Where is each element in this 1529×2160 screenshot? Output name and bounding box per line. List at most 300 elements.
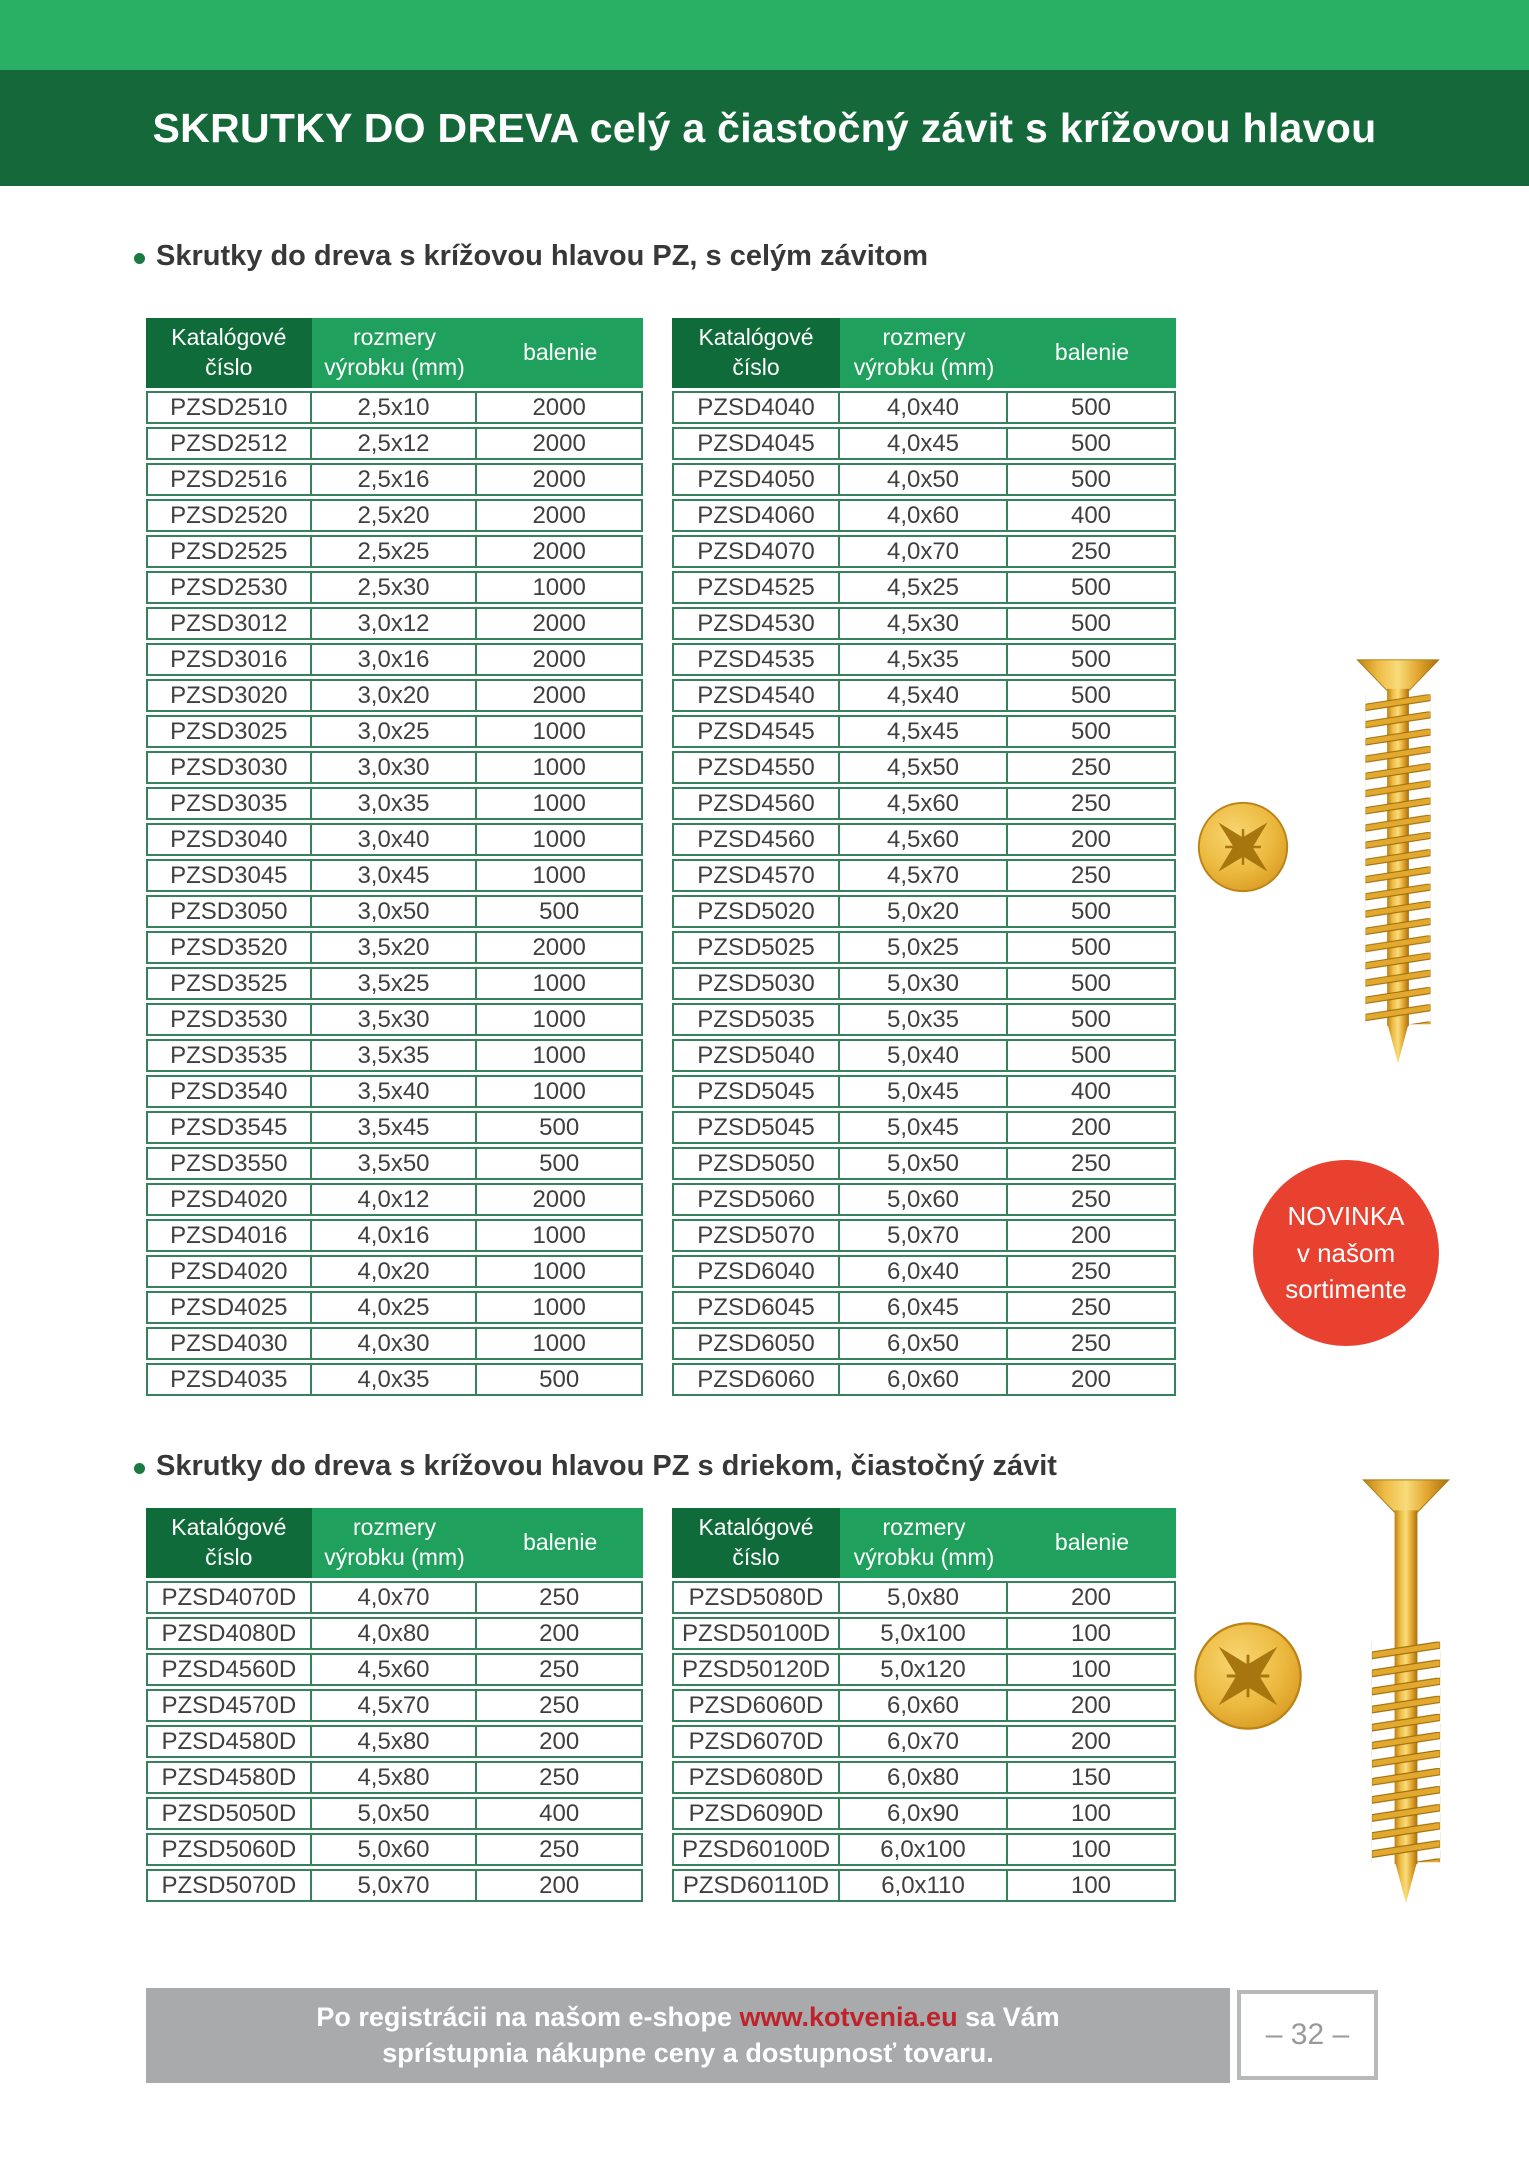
column-header: Katalógové číslo: [672, 318, 840, 388]
table-cell: PZSD4020: [146, 1183, 312, 1216]
table-row: [672, 751, 1176, 784]
table-row: [672, 1255, 1176, 1288]
table-row: [146, 1111, 643, 1144]
table-cell: 200: [477, 1725, 643, 1758]
table-cell: 2000: [477, 679, 643, 712]
table-cell: 100: [1008, 1869, 1176, 1902]
table-cell: PZSD4550: [672, 751, 840, 784]
column-header: rozmery výrobku (mm): [312, 1508, 478, 1578]
table-cell: 1000: [477, 1039, 643, 1072]
badge-line: v našom: [1296, 1237, 1396, 1268]
table-cell: PZSD5070D: [146, 1869, 312, 1902]
novinka-badge: [1253, 1160, 1439, 1346]
table-cell: 400: [1008, 499, 1176, 532]
table-cell: 400: [477, 1797, 643, 1830]
table-cell: 6,0x50: [840, 1327, 1008, 1360]
table-cell: PZSD2520: [146, 499, 312, 532]
table-cell: 250: [1008, 1183, 1176, 1216]
table-cell: 1000: [477, 715, 643, 748]
table-cell: PZSD4060: [672, 499, 840, 532]
table-row: [146, 1761, 643, 1794]
table-cell: 4,0x12: [312, 1183, 478, 1216]
table-row: [146, 1147, 643, 1180]
table-row: [146, 751, 643, 784]
table-cell: 5,0x35: [840, 1003, 1008, 1036]
table-cell: PZSD4560: [672, 787, 840, 820]
table-cell: PZSD3040: [146, 823, 312, 856]
table-cell: PZSD5050D: [146, 1797, 312, 1830]
table-cell: 250: [1008, 1255, 1176, 1288]
table-cell: 4,5x45: [840, 715, 1008, 748]
table-cell: PZSD4580D: [146, 1761, 312, 1794]
table-cell: 6,0x60: [840, 1363, 1008, 1396]
table-cell: 500: [1008, 1039, 1176, 1072]
table-cell: 2,5x30: [312, 571, 478, 604]
table-row: [146, 1363, 643, 1396]
table-row: [672, 787, 1176, 820]
bullet-icon: [134, 253, 145, 264]
table-row: [146, 1833, 643, 1866]
table-row: [672, 1617, 1176, 1650]
table-cell: 4,5x70: [840, 859, 1008, 892]
badge-line: sortimente: [1285, 1274, 1407, 1305]
table-cell: 3,5x35: [312, 1039, 478, 1072]
table-cell: 200: [477, 1617, 643, 1650]
table-row: [672, 715, 1176, 748]
table-cell: 5,0x40: [840, 1039, 1008, 1072]
table-cell: 3,5x40: [312, 1075, 478, 1108]
table-cell: 2,5x16: [312, 463, 478, 496]
wood-screw-partial-thread-image: [1358, 1478, 1454, 1906]
table-cell: 200: [1008, 1581, 1176, 1614]
table-cell: 100: [1008, 1833, 1176, 1866]
table-cell: PZSD4560D: [146, 1653, 312, 1686]
table-cell: PZSD4025: [146, 1291, 312, 1324]
table-cell: PZSD4570: [672, 859, 840, 892]
table-cell: PZSD4050: [672, 463, 840, 496]
table-cell: 6,0x80: [840, 1761, 1008, 1794]
table-cell: PZSD60100D: [672, 1833, 840, 1866]
table-cell: PZSD4040: [672, 391, 840, 424]
table-cell: PZSD4530: [672, 607, 840, 640]
full-thread-table-right: [672, 315, 1176, 1399]
table-cell: PZSD6060D: [672, 1689, 840, 1722]
table-row: [672, 1689, 1176, 1722]
table-row: [672, 535, 1176, 568]
table-row: [672, 967, 1176, 1000]
table-cell: 3,5x30: [312, 1003, 478, 1036]
table-cell: PZSD60110D: [672, 1869, 840, 1902]
table-row: [672, 1581, 1176, 1614]
table-cell: PZSD3025: [146, 715, 312, 748]
column-header: balenie: [477, 318, 643, 388]
table-cell: 500: [1008, 679, 1176, 712]
table-cell: 500: [1008, 391, 1176, 424]
table-cell: 1000: [477, 1255, 643, 1288]
table-cell: 150: [1008, 1761, 1176, 1794]
table-row: [672, 895, 1176, 928]
table-cell: 2,5x12: [312, 427, 478, 460]
table-row: [146, 643, 643, 676]
table-cell: 500: [1008, 715, 1176, 748]
table-cell: 500: [1008, 931, 1176, 964]
table-cell: 4,5x70: [312, 1689, 478, 1722]
bullet-icon: [134, 1463, 145, 1474]
table-cell: PZSD3520: [146, 931, 312, 964]
table-cell: 500: [477, 895, 643, 928]
table-row: [672, 1869, 1176, 1902]
table-row: [146, 1617, 643, 1650]
table-cell: 2000: [477, 391, 643, 424]
table-cell: PZSD5020: [672, 895, 840, 928]
table-cell: 6,0x60: [840, 1689, 1008, 1722]
table-cell: 500: [1008, 643, 1176, 676]
table-cell: 2000: [477, 499, 643, 532]
column-header: balenie: [477, 1508, 643, 1578]
table-cell: 1000: [477, 787, 643, 820]
table-cell: 4,5x80: [312, 1725, 478, 1758]
table-row: [672, 1039, 1176, 1072]
table-cell: 4,0x40: [840, 391, 1008, 424]
table-row: [672, 1725, 1176, 1758]
table-row: [146, 1797, 643, 1830]
table-cell: PZSD4045: [672, 427, 840, 460]
table-cell: PZSD2525: [146, 535, 312, 568]
table-cell: PZSD2530: [146, 571, 312, 604]
table-cell: PZSD4080D: [146, 1617, 312, 1650]
table-cell: PZSD6070D: [672, 1725, 840, 1758]
table-cell: 4,0x80: [312, 1617, 478, 1650]
table-cell: 5,0x45: [840, 1111, 1008, 1144]
table-cell: 2000: [477, 931, 643, 964]
table-row: [672, 643, 1176, 676]
table-cell: PZSD3550: [146, 1147, 312, 1180]
table-cell: 2,5x25: [312, 535, 478, 568]
table-cell: 250: [477, 1689, 643, 1722]
table-row: [146, 679, 643, 712]
table-cell: 500: [1008, 463, 1176, 496]
table-row: [146, 427, 643, 460]
footer-line-2: sprístupnia nákupne ceny a dostupnosť tovaru.: [382, 2037, 994, 2068]
table-row: [146, 859, 643, 892]
table-row: [146, 463, 643, 496]
table-cell: PZSD4016: [146, 1219, 312, 1252]
table-cell: PZSD5035: [672, 1003, 840, 1036]
table-row: [672, 1761, 1176, 1794]
table-cell: PZSD5030: [672, 967, 840, 1000]
table-cell: 200: [1008, 1689, 1176, 1722]
eshop-link[interactable]: www.kotvenia.eu: [739, 2001, 958, 2032]
table-cell: 4,5x25: [840, 571, 1008, 604]
table-cell: 250: [1008, 1147, 1176, 1180]
table-cell: PZSD5060: [672, 1183, 840, 1216]
table-cell: 3,0x25: [312, 715, 478, 748]
table-cell: 4,0x70: [312, 1581, 478, 1614]
table-cell: 4,0x45: [840, 427, 1008, 460]
table-cell: 6,0x70: [840, 1725, 1008, 1758]
table-cell: 250: [1008, 1291, 1176, 1324]
section-title-label: Skrutky do dreva s krížovou hlavou PZ, s celým závitom: [156, 240, 928, 272]
table-row: [672, 571, 1176, 604]
table-cell: PZSD2510: [146, 391, 312, 424]
table-cell: PZSD4560: [672, 823, 840, 856]
table-cell: 200: [1008, 1363, 1176, 1396]
table-cell: PZSD4525: [672, 571, 840, 604]
table-row: [146, 931, 643, 964]
table-cell: PZSD6090D: [672, 1797, 840, 1830]
table-cell: 1000: [477, 1291, 643, 1324]
table-cell: 4,0x70: [840, 535, 1008, 568]
table-cell: 400: [1008, 1075, 1176, 1108]
table-header-row: [672, 1508, 1176, 1578]
table-cell: 100: [1008, 1617, 1176, 1650]
table-header-row: [146, 318, 643, 388]
table-row: [146, 1291, 643, 1324]
table-cell: 500: [1008, 1003, 1176, 1036]
table-row: [672, 1075, 1176, 1108]
table-cell: 4,0x16: [312, 1219, 478, 1252]
table-cell: PZSD3535: [146, 1039, 312, 1072]
table-cell: 4,0x20: [312, 1255, 478, 1288]
table-cell: 3,0x50: [312, 895, 478, 928]
table-row: [672, 391, 1176, 424]
table-row: [146, 823, 643, 856]
table-cell: 3,0x30: [312, 751, 478, 784]
wood-screw-full-thread-image: [1352, 658, 1444, 1066]
table-cell: 5,0x45: [840, 1075, 1008, 1108]
table-cell: PZSD3540: [146, 1075, 312, 1108]
table-cell: 5,0x50: [840, 1147, 1008, 1180]
table-cell: PZSD3020: [146, 679, 312, 712]
table-cell: 1000: [477, 1219, 643, 1252]
column-header: rozmery výrobku (mm): [840, 318, 1008, 388]
pz-screw-head-image: [1192, 1620, 1304, 1732]
table-cell: 1000: [477, 1075, 643, 1108]
table-cell: 500: [1008, 607, 1176, 640]
table-cell: 3,5x20: [312, 931, 478, 964]
section-title-partial-thread: [134, 1450, 1057, 1483]
table-cell: PZSD4580D: [146, 1725, 312, 1758]
table-row: [672, 859, 1176, 892]
column-header: rozmery výrobku (mm): [312, 318, 478, 388]
table-cell: PZSD4070: [672, 535, 840, 568]
table-cell: 100: [1008, 1653, 1176, 1686]
table-row: [672, 1219, 1176, 1252]
table-cell: 200: [477, 1869, 643, 1902]
column-header: Katalógové číslo: [146, 318, 312, 388]
page-number: – 32 –: [1265, 2018, 1350, 2051]
table-row: [672, 1003, 1176, 1036]
table-cell: 250: [1008, 1327, 1176, 1360]
table-row: [146, 1327, 643, 1360]
table-cell: PZSD3545: [146, 1111, 312, 1144]
table-cell: 4,0x25: [312, 1291, 478, 1324]
table-cell: 4,5x60: [840, 787, 1008, 820]
full-thread-table-left: [146, 315, 643, 1399]
table-cell: PZSD2516: [146, 463, 312, 496]
column-header: Katalógové číslo: [672, 1508, 840, 1578]
table-cell: 1000: [477, 859, 643, 892]
table-cell: 2000: [477, 643, 643, 676]
table-cell: PZSD5045: [672, 1075, 840, 1108]
table-cell: PZSD5070: [672, 1219, 840, 1252]
table-cell: 1000: [477, 1003, 643, 1036]
table-cell: 1000: [477, 1327, 643, 1360]
table-cell: PZSD6040: [672, 1255, 840, 1288]
table-cell: 2,5x10: [312, 391, 478, 424]
table-cell: 250: [1008, 787, 1176, 820]
table-cell: 2,5x20: [312, 499, 478, 532]
table-row: [146, 1581, 643, 1614]
table-cell: 6,0x40: [840, 1255, 1008, 1288]
table-cell: 4,5x30: [840, 607, 1008, 640]
table-cell: 2000: [477, 535, 643, 568]
table-row: [146, 967, 643, 1000]
table-cell: PZSD5060D: [146, 1833, 312, 1866]
table-cell: PZSD4030: [146, 1327, 312, 1360]
table-cell: 4,5x60: [840, 823, 1008, 856]
table-cell: 2000: [477, 1183, 643, 1216]
table-cell: 3,0x40: [312, 823, 478, 856]
table-cell: 5,0x30: [840, 967, 1008, 1000]
table-row: [146, 535, 643, 568]
table-cell: PZSD3530: [146, 1003, 312, 1036]
table-cell: PZSD5080D: [672, 1581, 840, 1614]
table-cell: PZSD6080D: [672, 1761, 840, 1794]
table-row: [146, 1183, 643, 1216]
table-cell: PZSD5050: [672, 1147, 840, 1180]
table-row: [672, 1291, 1176, 1324]
table-cell: PZSD3012: [146, 607, 312, 640]
footer-info-bar: [146, 1988, 1230, 2083]
table-cell: 2000: [477, 427, 643, 460]
table-cell: 4,5x60: [312, 1653, 478, 1686]
table-cell: 200: [1008, 1111, 1176, 1144]
table-cell: 100: [1008, 1797, 1176, 1830]
column-header: balenie: [1008, 318, 1176, 388]
table-row: [672, 1797, 1176, 1830]
table-cell: PZSD3030: [146, 751, 312, 784]
footer-text: Po registrácii na našom e-shope: [316, 2001, 740, 2032]
table-row: [672, 427, 1176, 460]
table-cell: 4,5x35: [840, 643, 1008, 676]
table-cell: 4,5x80: [312, 1761, 478, 1794]
table-cell: 4,5x40: [840, 679, 1008, 712]
table-header-row: [672, 318, 1176, 388]
table-row: [146, 715, 643, 748]
column-header: Katalógové číslo: [146, 1508, 312, 1578]
table-cell: 3,5x45: [312, 1111, 478, 1144]
footer-text: sa Vám: [957, 2001, 1060, 2032]
table-cell: 3,5x50: [312, 1147, 478, 1180]
table-cell: PZSD4570D: [146, 1689, 312, 1722]
table-row: [672, 1111, 1176, 1144]
table-row: [672, 1327, 1176, 1360]
table-cell: 3,0x20: [312, 679, 478, 712]
table-cell: 5,0x60: [312, 1833, 478, 1866]
table-cell: 500: [477, 1111, 643, 1144]
table-row: [146, 1653, 643, 1686]
table-row: [672, 1653, 1176, 1686]
table-row: [146, 895, 643, 928]
table-cell: 4,0x30: [312, 1327, 478, 1360]
top-accent-bar: [0, 0, 1529, 70]
table-row: [672, 823, 1176, 856]
table-cell: 200: [1008, 1219, 1176, 1252]
table-cell: 6,0x110: [840, 1869, 1008, 1902]
table-cell: 3,0x12: [312, 607, 478, 640]
table-row: [146, 607, 643, 640]
table-cell: PZSD4070D: [146, 1581, 312, 1614]
page-header: [0, 70, 1529, 186]
table-row: [672, 1363, 1176, 1396]
table-row: [146, 571, 643, 604]
table-cell: 500: [477, 1147, 643, 1180]
table-row: [146, 1003, 643, 1036]
table-cell: 500: [477, 1363, 643, 1396]
section-title-label: Skrutky do dreva s krížovou hlavou PZ s driekom, čiastočný závit: [156, 1450, 1057, 1482]
table-row: [146, 1869, 643, 1902]
table-row: [146, 1219, 643, 1252]
table-cell: 2000: [477, 463, 643, 496]
table-cell: 5,0x80: [840, 1581, 1008, 1614]
table-cell: 4,0x35: [312, 1363, 478, 1396]
table-cell: 3,5x25: [312, 967, 478, 1000]
partial-thread-table-left: [146, 1505, 643, 1905]
table-row: [672, 1147, 1176, 1180]
table-cell: PZSD3045: [146, 859, 312, 892]
table-row: [146, 1039, 643, 1072]
table-cell: 250: [477, 1833, 643, 1866]
table-cell: 5,0x100: [840, 1617, 1008, 1650]
table-cell: PZSD3525: [146, 967, 312, 1000]
table-cell: 5,0x50: [312, 1797, 478, 1830]
table-cell: 3,0x35: [312, 787, 478, 820]
table-cell: 3,0x16: [312, 643, 478, 676]
table-cell: PZSD4035: [146, 1363, 312, 1396]
table-cell: 5,0x70: [840, 1219, 1008, 1252]
table-cell: 200: [1008, 823, 1176, 856]
table-header-row: [146, 1508, 643, 1578]
table-cell: 500: [1008, 571, 1176, 604]
table-cell: PZSD5040: [672, 1039, 840, 1072]
table-row: [146, 1689, 643, 1722]
table-cell: PZSD3035: [146, 787, 312, 820]
footer-line-1: [316, 2000, 1059, 2036]
table-row: [146, 391, 643, 424]
page-title: SKRUTKY DO DREVA celý a čiastočný závit s krížovou hlavou: [152, 104, 1377, 151]
table-cell: 4,5x50: [840, 751, 1008, 784]
partial-thread-table-right: [672, 1505, 1176, 1905]
table-cell: 250: [1008, 751, 1176, 784]
table-cell: PZSD3050: [146, 895, 312, 928]
table-cell: 500: [1008, 427, 1176, 460]
table-cell: PZSD5025: [672, 931, 840, 964]
badge-line: NOVINKA: [1287, 1200, 1405, 1231]
table-cell: PZSD4545: [672, 715, 840, 748]
table-cell: 4,0x60: [840, 499, 1008, 532]
table-row: [146, 499, 643, 532]
table-cell: PZSD6045: [672, 1291, 840, 1324]
table-cell: 1000: [477, 571, 643, 604]
table-cell: 250: [477, 1761, 643, 1794]
table-cell: 250: [1008, 535, 1176, 568]
table-row: [672, 1183, 1176, 1216]
column-header: balenie: [1008, 1508, 1176, 1578]
table-cell: 1000: [477, 823, 643, 856]
table-cell: 6,0x45: [840, 1291, 1008, 1324]
table-cell: PZSD4020: [146, 1255, 312, 1288]
